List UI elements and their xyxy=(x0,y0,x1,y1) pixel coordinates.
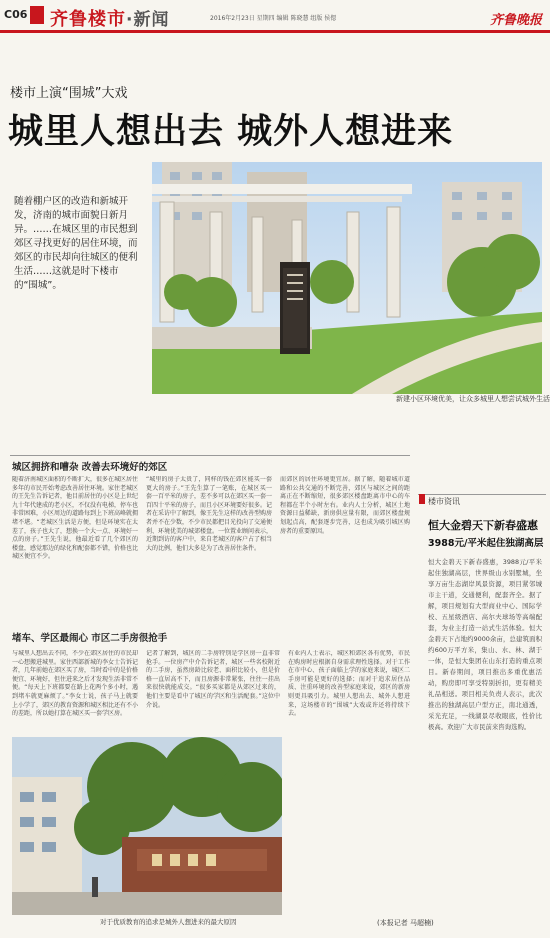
photo-caption: 新建小区环境优美，让众多城里人想尝试城外生活 xyxy=(396,395,550,403)
byline: (本报记者 马超楠) xyxy=(377,919,434,927)
section-color-bar xyxy=(30,6,44,24)
newspaper-logo: 齐鲁晚报 xyxy=(489,13,542,28)
header-rule xyxy=(0,30,550,33)
subheading: 城区拥挤和嘈杂 改善去环境好的郊区 xyxy=(12,462,168,473)
sidebar-label-marker xyxy=(419,494,425,504)
sidebar-body: 恒大金碧天下新春盛惠，3988元/平米起住独湖高层，世界级山水别墅城，坐享万亩生态湖岸风景资源，项目紧邻城市主干道，交通便利，配套齐全。据了解，项目规划有大型商业中心、国际学校、五星级酒店、高尔夫球场等高端配套，为业主打造一站式生活体验。恒大金碧天下占地约9000余亩，总建筑面积约600万平方米，集山、水、林、湖于一体，是恒大集团在山东打造的重点项目。新春期间，项目推出多重优惠活动，购房即可享受特别折扣，更有精美礼品相送。项目相关负责人表示，此次推出的独湖高层户型方正，南北通透，采光充足，一线湖景尽收眼底，性价比极高。欢迎广大市民前来咨询选购。 xyxy=(428,558,542,731)
headline: 城里人想出去 城外人想进来 xyxy=(8,111,454,152)
section-title xyxy=(50,5,169,31)
body-column: 与城里人想出去不同，不少在郊区居住的市民却一心想搬进城里。家住西部新城的李女士告诉记者，几年前她在郊区买了房，当时看中的是价格便宜、环境好，但住进来之后才发现生活非常不便。“每天上下班都要在路上花两个多小时，遇到堵车就更麻烦了。”李女士说，孩子马上就要上小学了，郊区的教育资源和城区相比还有不小的差距，所以她打算在城区买一套学区房。 xyxy=(12,650,138,718)
page-code: C06 xyxy=(4,8,28,21)
body-column: 而郊区的居住环境更宜居。据了解，随着城市道路和公共交通的不断完善，郊区与城区之间的距离正在不断缩短，很多郊区楼盘距离市中心的车程都在半个小时左右。业内人士分析，城区土地资源日益稀缺，新房供应量有限，而郊区楼盘规划起点高，配套逐步完善，这也成为吸引城区购房者的重要原因。 xyxy=(280,476,410,535)
section-title-sub: ·新闻 xyxy=(126,10,170,30)
sidebar-headline: 恒大金碧天下新春盛惠 xyxy=(428,519,538,532)
garden-photo-illustration xyxy=(152,162,542,394)
body-column: 记者了解到，城区的二手房特别是学区房一直非常抢手。一位房产中介告诉记者，城区一些名校附近的二手房，虽然房龄比较老、面积比较小，但是价格一直居高不下，而且房源非常紧张，往往一挂出来很快就能成交。“很多买家都是从郊区过来的，他们主要是看中了城区的学区和生活配套。”这位中介说。 xyxy=(146,650,280,709)
residential-garden-photo xyxy=(152,162,542,394)
body-column: 有业内人士表示，城区和郊区各有优势，市民在购房时应根据自身需求理性选择。对于工作在市中心、孩子面临上学的家庭来说，城区二手房可能是更好的选择；而对于追求居住品质、注重环境的改善型家庭来说，郊区的新房则更具吸引力。城里人想出去、城外人想进来，这场楼市的“围城”大戏或许还将持续下去。 xyxy=(288,650,410,718)
sidebar-label: 楼市资讯 xyxy=(428,497,460,506)
photo-caption: 对于优质教育的追求是城外人想进来的最大原因 xyxy=(100,918,237,926)
street-photo-illustration xyxy=(12,737,282,915)
section-title-main: 齐鲁楼市 xyxy=(50,9,126,30)
section-divider xyxy=(10,455,410,456)
school-street-photo xyxy=(12,737,282,915)
sidebar-divider xyxy=(418,494,546,495)
kicker: 楼市上演“围城”大戏 xyxy=(10,86,128,101)
body-column: “城里的房子太贵了，同样的钱在郊区能买一套更大的房子。”王先生算了一笔账，在城区买一套一百平米的房子，差不多可以在郊区买一套一百四十平米的房子，而且小区环境要好很多。记者在采访中了解到，像王先生这样的改善型购房者并不在少数，不少市民都把目光投向了交通便利、环境优美的城郊楼盘。一位置业顾问表示，近期到访的客户中，来自老城区的客户占了相当大的比例，他们大多是为了改善居住条件。 xyxy=(146,476,272,552)
lead-paragraph: 随着棚户区的改造和新城开发，济南的城市面貌日新月异。……在城区里的市民想到郊区寻找更好的居住环境，而郊区的市民却向往城区的便利生活……这就是时下楼市的“围城”。 xyxy=(14,196,138,291)
body-column: 随着济南城区面积的不断扩大，很多在城区居住多年的市民开始考虑改善居住环境。家住老城区的王先生告诉记者，他目前居住的小区是上世纪九十年代建成的老小区，不仅没有电梯，停车也非常困难，小区周边的道路每到上下班高峰就拥堵不堪。“老城区生活是方便，但是环境实在太差了，孩子也大了，想换一个大一点、环境好一点的房子。”王先生说，他最近看了几个郊区的楼盘，感觉那边的绿化和配套都不错，价格也比城区便宜不少。 xyxy=(12,476,138,561)
sidebar-subheadline: 3988元/平米起住独湖高层 xyxy=(428,538,544,549)
issue-meta: 2016年2月23日 星期四 编辑 陈晓慧 组版 侯偲 xyxy=(210,15,337,22)
subheading: 堵车、学区最闹心 市区二手房很抢手 xyxy=(12,633,168,644)
